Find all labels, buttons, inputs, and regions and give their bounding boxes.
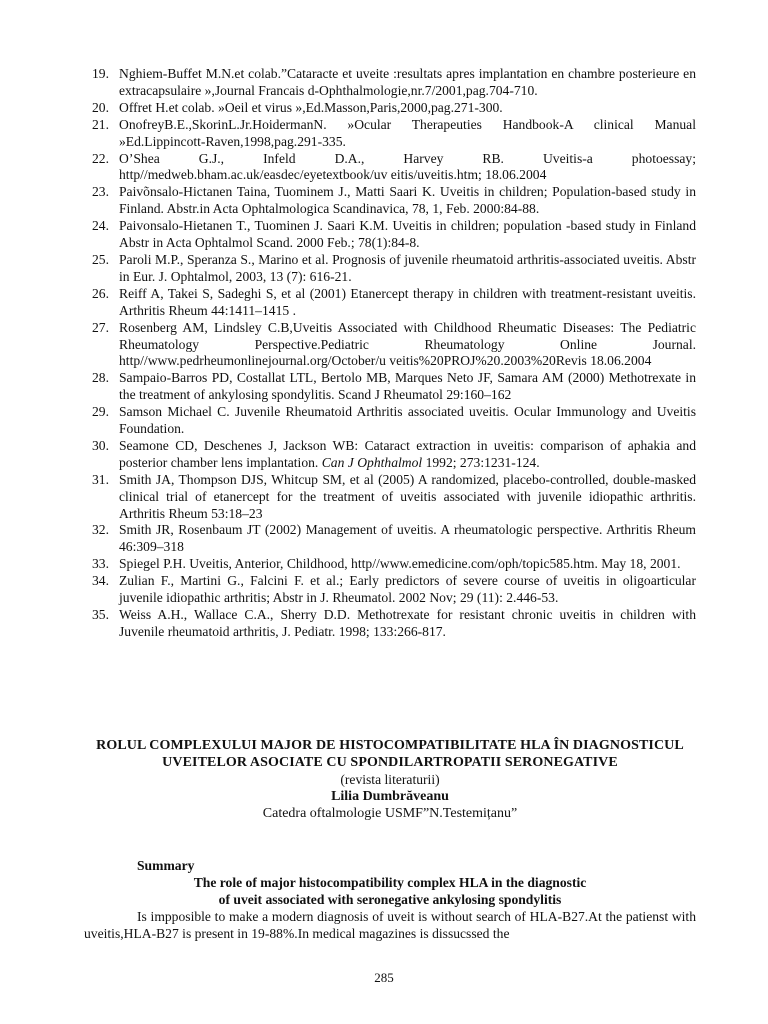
reference-item: 30. Seamone CD, Deschenes J, Jackson WB: Cataract extraction in uveitis: comparison of aphakia and posterior chamber lens implantation. Can J Ophthalmol 1992; 273:1231-124. xyxy=(92,437,696,470)
reference-item: 27. Rosenberg AM, Lindsley C.B,Uveitis Associated with Childhood Rheumatic Diseases: The Pediatric Rheumatology Perspective.Pediatric Rheumatology Online Journal. http//www.pedrheumonlinejournal.org/October/u veitis%20PROJ%20.2003%20Revis 18.06.2004 xyxy=(92,319,696,369)
reference-item: 31. Smith JA, Thompson DJS, Whitcup SM, et al (2005) A randomized, placebo-controlled, double-masked clinical trial of etanercept for the treatment of uveitis associated with juvenile idiopathic arthritis. Arthritis Rheum 53:18–23 xyxy=(92,471,696,521)
article-subtitle: (revista literaturii) xyxy=(340,772,440,787)
reference-item: 21. OnofreyB.E.,SkorinL.Jr.HoidermanN. »Ocular Therapeuties Handbook-A clinical Manual »Ed.Lippincott-Raven,1998,pag.291-335. xyxy=(92,116,696,149)
summary-body: Is impposible to make a modern diagnosis of uveit is without search of HLA-B27.At the patienst with uveitis,HLA-B27 is present in 19-88%.In medical magazines is dissucssed the xyxy=(84,909,696,941)
summary-title-line-2: of uveit associated with seronegative ankylosing spondylitis xyxy=(218,892,562,907)
journal-name: Can J Ophthalmol xyxy=(321,454,423,470)
summary-heading: Summary xyxy=(137,858,195,873)
reference-item: 24. Paivonsalo-Hietanen T., Tuominen J. Saari K.M. Uveitis in children; population -based study in Finland Abstr in Acta Ophtalmol Scand. 2000 Feb.; 78(1):84-8. xyxy=(92,218,696,251)
reference-item: 28. Sampaio-Barros PD, Costallat LTL, Bertolo MB, Marques Neto JF, Samara AM (2000) Methotrexate in the treatment of ankylosing spondylitis. Scand J Rheumatol 29:160–162 xyxy=(92,370,696,403)
reference-item: 23. Paivõnsalo-Hictanen Taina, Tuominem J., Matti Saari K. Uveitis in children; Population-based study in Finland. Abstr.in Acta Ophtalmologica Scandinavica, 78, 1, Feb. 2000:84-88. xyxy=(92,184,696,217)
page-number: 285 xyxy=(374,970,394,985)
article-header xyxy=(84,737,696,822)
reference-item: 20. Offret H.et colab. »Oeil et virus »,Ed.Masson,Paris,2000,pag.271-300. xyxy=(92,99,503,115)
reference-item: 32. Smith JR, Rosenbaum JT (2002) Management of uveitis. A rheumatologic perspective. Arthritis Rheum 46:309–318 xyxy=(92,522,696,555)
reference-item: 34. Zulian F., Martini G., Falcini F. et al.; Early predictors of severe course of uveitis in oligoarticular juvenile idiopathic arthritis; Abstr in J. Rheumatol. 2002 Nov; 29 (11): 2.446-53. xyxy=(92,573,696,606)
reference-list xyxy=(84,66,696,641)
article-affiliation: Catedra oftalmologie USMF”N.Testemițanu” xyxy=(262,806,518,821)
article-author: Lilia Dumbrăveanu xyxy=(331,789,449,804)
reference-item: 25. Paroli M.P., Speranza S., Marino et al. Prognosis of juvenile rheumatoid arthritis-associated uveitis. Abstr in Eur. J. Ophtalmol, 2003, 13 (7): 616-21. xyxy=(92,251,696,284)
reference-item: 19. Nghiem-Buffet M.N.et colab.”Cataracte et uveite :resultats apres implantation en chambre posterieure en extracapsulaire »,Journal Francais d-Ophthalmologie,nr.7/2001,pag.704-710. xyxy=(92,66,696,98)
reference-item: 26. Reiff A, Takei S, Sadeghi S, et al (2001) Etanercept therapy in children with treatment-resistant uveitis. Arthritis Rheum 44:1411–1415 . xyxy=(92,285,696,318)
summary-section xyxy=(84,857,696,942)
reference-item: 29. Samson Michael C. Juvenile Rheumatoid Arthritis associated uveitis. Ocular Immunology and Uveitis Foundation. xyxy=(92,404,696,437)
reference-item: 22. O’Shea G.J., Infeld D.A., Harvey RB. Uveitis-a photoessay; http//medweb.bham.ac.uk/easdec/eyetextbook/uv eitis/uveitis.htm; 18.06.2004 xyxy=(92,150,696,183)
reference-item: 35. Weiss A.H., Wallace C.A., Sherry D.D. Methotrexate for resistant chronic uveitis in children with Juvenile rheumatoid arthritis, J. Pediatr. 1998; 133:266-817. xyxy=(92,607,696,639)
reference-item: 33. Spiegel P.H. Uveitis, Anterior, Childhood, http//www.emedicine.com/oph/topic585.htm. May 18, 2001. xyxy=(92,556,681,572)
article-title: ROLUL COMPLEXULUI MAJOR DE HISTOCOMPATIBILITATE HLA ÎN DIAGNOSTICUL UVEITELOR ASOCIATE CU SPONDILARTROPATII SERONEGATIVE xyxy=(96,738,684,770)
summary-title-line-1: The role of major histocompatibility complex HLA in the diagnostic xyxy=(193,875,587,890)
